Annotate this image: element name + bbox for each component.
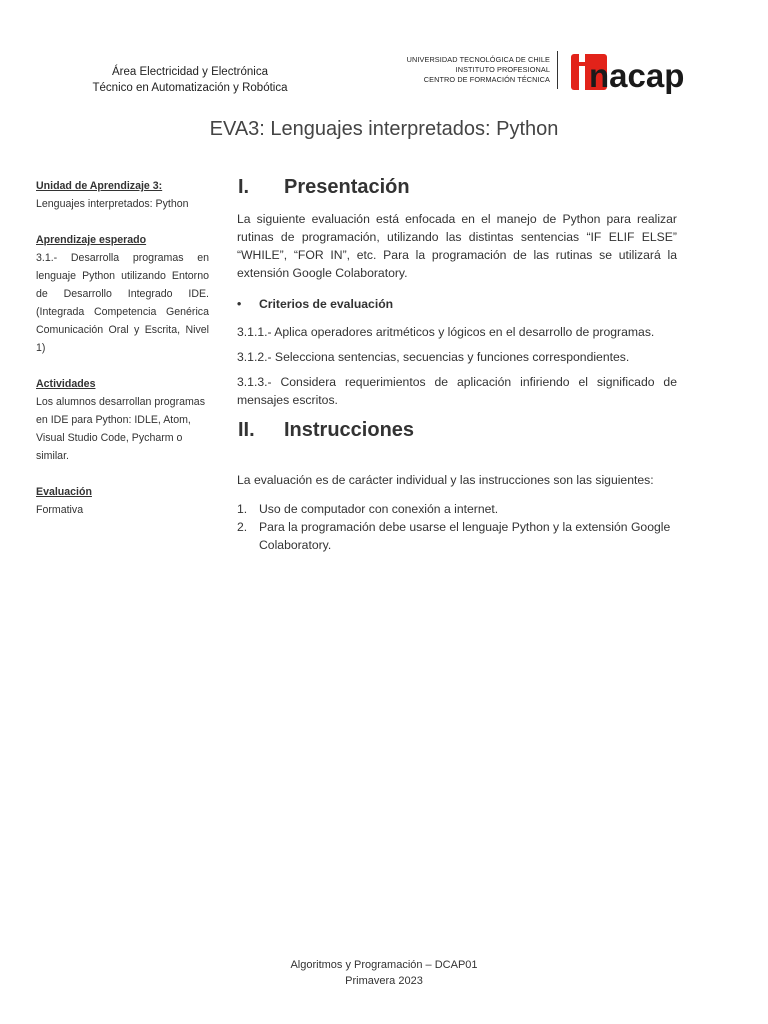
list-item-text: Uso de computador con conexión a internet. [259,502,499,516]
list-item [237,518,677,554]
institution-line-university: UNIVERSIDAD TECNOLÓGICA DE CHILE [406,55,550,64]
list-item [237,500,677,518]
expected-learning-value: 3.1.- Desarrolla programas en lenguaje Python utilizando Entorno de Desarrollo Integrado IDE. (Integrada Competencia Genérica Comunicación Oral y Escrita, Nivel 1) [36,252,209,354]
institution-line-center: CENTRO DE FORMACIÓN TÉCNICA [423,75,550,84]
criterion-item: 3.1.2.- Selecciona sentencias, secuencias y funciones correspondientes. [237,350,630,364]
institution-lines [380,55,550,85]
list-item-text: Para la programación debe usarse el lenguaje Python y la extensión Google Colaboratory. [259,520,671,552]
section-number: II. [238,419,255,441]
footer-term: Primavera 2023 [345,975,423,987]
area-name: Área Electricidad y Electrónica [112,66,268,78]
criteria-heading [237,297,393,311]
header-divider [557,51,558,89]
institution-line-institute: INSTITUTO PROFESIONAL [455,65,550,74]
section-number: I. [238,176,250,198]
criteria-heading-text: Criterios de evaluación [259,297,394,311]
evaluation-value: Formativa [36,504,84,516]
list-item-number: 2. [237,520,248,534]
instructions-list [237,500,677,554]
sidebar-info [36,177,209,519]
footer-course: Algoritmos y Programación – DCAP01 [290,959,478,971]
section-title: Instrucciones [284,419,415,441]
program-name: Técnico en Automatización y Robótica [92,82,288,94]
list-item-number: 1. [237,502,248,516]
inacap-logo [571,50,711,94]
criterion-item: 3.1.3.- Considera requerimientos de aplicación infiriendo el significado de mensajes escritos. [237,375,677,407]
bullet-marker: • [237,297,242,311]
activities-label: Actividades [36,378,96,390]
instructions-paragraph: La evaluación es de carácter individual y las instrucciones son las siguientes: [237,473,654,487]
activities-value: Los alumnos desarrollan programas en IDE para Python: IDLE, Atom, Visual Studio Code, Pycharm o similar. [36,396,205,462]
unit-value: Lenguajes interpretados: Python [36,198,189,210]
criterion-item: 3.1.1.- Aplica operadores aritméticos y lógicos en el desarrollo de programas. [237,325,655,339]
page-footer [0,957,768,989]
header-area-info [60,64,320,96]
unit-label: Unidad de Aprendizaje 3: [36,180,163,192]
evaluation-label: Evaluación [36,486,92,498]
expected-learning-label: Aprendizaje esperado [36,234,147,246]
document-title: EVA3: Lenguajes interpretados: Python [209,118,559,140]
presentation-paragraph: La siguiente evaluación está enfocada en el manejo de Python para realizar rutinas de programación, utilizando las distintas sentencias “IF ELIF ELSE” “WHILE”, “FOR IN”, etc. Para la programación de las rutinas se utilizará la extensión Google Colaboratory. [237,212,677,280]
section-title: Presentación [284,176,410,198]
logo-wordmark: nacap [589,57,685,94]
